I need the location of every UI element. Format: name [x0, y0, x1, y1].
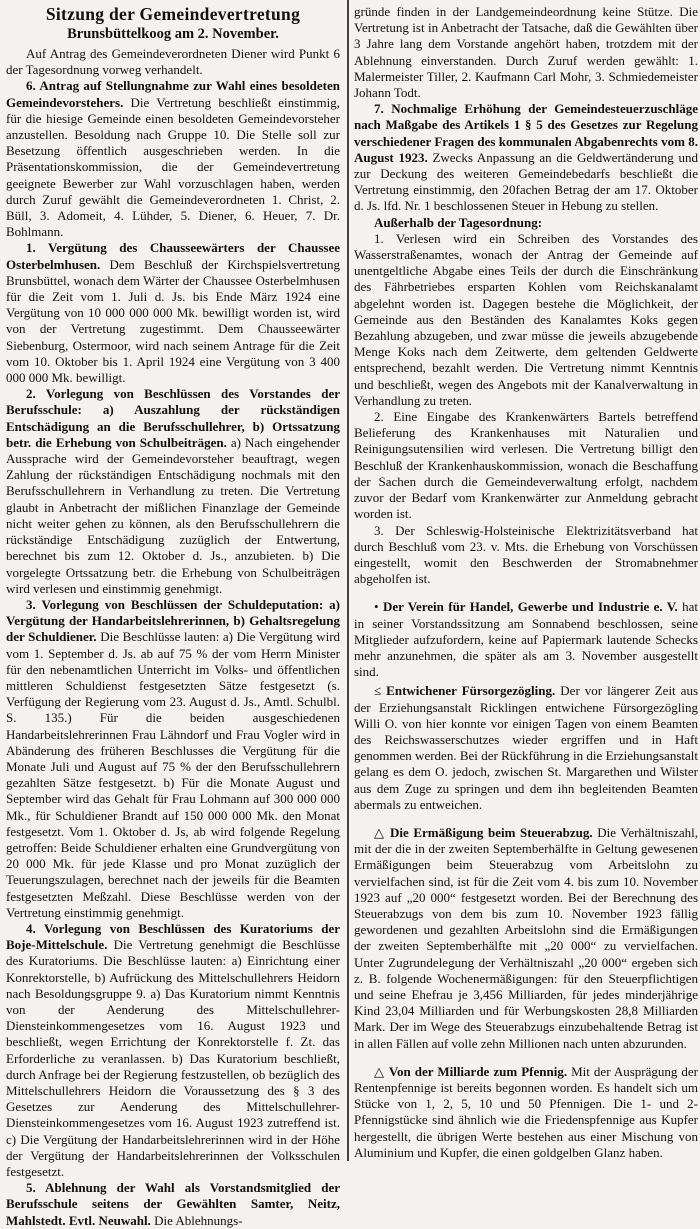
- news-paragraph: [354, 825, 698, 1052]
- agenda-item-7: [354, 101, 698, 214]
- news-text: hat in seiner Vorstandssitzung am Sonnabend beschlossen, seine Mitglieder aufzufordern, keine auf Papiermark lautende Schecks mehr anzunehmen, die später als am 3. November ausgestellt sind.: [354, 599, 699, 680]
- news-paragraph: [354, 1064, 698, 1161]
- article-subtitle: Brunsbüttelkoog am 2. November.: [67, 26, 279, 42]
- agenda-item-4: [6, 921, 340, 1180]
- news-heading: Der Verein für Handel, Gewerbe und Industrie e. V.: [382, 599, 678, 615]
- paragraph: gründe finden in der Landgemeindeordnung keine Stütze. Die Vertretung ist in Anbetracht der Tatsache, daß die Gewählten über 3 Jahre lang dem Vorstande angehört haben, trotzdem mit der Ablehnung einverstanden. Durch Zuruf werden gewählt: 1. Malermeister Tiller, 2. Kaufmann Carl Mohr, 3. Schmiedemeister Johann Todt.: [354, 4, 698, 101]
- agenda-text: Die Beschlüsse lauten: a) Die Vergütung wird vom 1. September d. Js. ab auf 75 % der vom Herrn Minister für den nebenamtlichen Unterricht im Volks- und öffentlichen mittleren Schuldienst festgesetzten Sätze festgesetzt (s. Verfügung der Regierung vom 23. August d. Js., Amtl. Schulbl. S. 135.) Für die beiden ausgeschiedenen Handarbeitslehrerinnen Frau Lähndorf und Frau Vogler wird in Abänderung des früheren Beschlusses die Vergütung für die Monate Juli und August auf 75 % der den Berufsschullehrern gezahlten Sätze festgesetzt. b) Für die Monate August und September wird das Gehalt für Frau Lohmann auf 300 000 000 Mk., für Schuldiener Brandt auf 150 000 000 Mk. den Monat festgesetzt. Vom 1. Oktober d. Js, ab wird folgende Regelung getroffen: Beide Schuldiener erhalten eine Grundvergütung von 20 000 Mk. für jede Klasse und pro Monat zuzüglich der Teuerungszulagen, berechnet nach der jeweils für die Beamten festgesetzten Meßzahl. Diese Beschlüsse werden von der Vertretung einstimmig genehmigt.: [6, 629, 341, 920]
- agenda-text: Dem Beschluß der Kirchspielsvertretung Brunsbüttel, wonach dem Wärter der Chaussee Osterbelmhusen für die Zeit vom 1. Juli d. Js. bis Ende März 1924 eine Vergütung von 10 000 000 000 Mk. bewilligt worden ist, wird von der Vertretung zugestimmt. Dem Chausseewärter Siebenburg, Ostermoor, wird nach seinem Antrage für die Zeit vom 10. Oktober bis 1. April 1924 eine Vergütung von 3 400 000 000 Mk. bewilligt.: [6, 256, 340, 386]
- news-heading: Die Ermäßigung beim Steuerabzug.: [389, 824, 593, 840]
- news-heading: Entwichener Fürsorgezögling.: [386, 683, 556, 699]
- triangle-icon: △: [374, 1063, 385, 1079]
- angle-mark-icon: ≤: [374, 683, 382, 699]
- agenda-item-3: [6, 597, 340, 921]
- left-column: [6, 0, 340, 1229]
- extra-item-3: 3. Der Schleswig-Holsteinische Elektrizitätsverband hat durch Beschluß vom 23. v. Mts. die Erhebung von Vorschüssen eingestellt, womit den Beschwerden der Stromabnehmer abgeholfen ist.: [354, 522, 698, 587]
- news-item-pfennig: [354, 1064, 698, 1161]
- agenda-heading: 7. Nochmalige Erhöhung der Gemeindesteuerzuschläge nach Maßgabe des Artikels 1 § 5 des Gesetzes zur Regelung verschiedener Fragen des kommunalen Abgabenrechts vom 8. August 1923.: [354, 101, 698, 165]
- agenda-heading: 1. Vergütung des Chausseewärters der Chaussee Osterbelmhusen.: [6, 240, 340, 272]
- agenda-item-5: [6, 1180, 340, 1229]
- news-heading: Von der Milliarde zum Pfennig.: [388, 1063, 568, 1079]
- news-item-steuerabzug: [354, 825, 698, 1052]
- agenda-text: a) Nach eingehender Aussprache wird der Gemeindevorsteher beauftragt, wegen Zahlung der rückständigen Entschädigung nochmals mit den Berufsschullehrern in Verhandlung zu treten. Die Vertretung glaubt in Anbetracht der mißlichen Finanzlage der Gemeinde nicht weiter gehen zu können, als den Berufsschullehrern die rückständige Entschädigung zuzüglich der Entwertung, berechnet bis zum 12. Oktober d. Js., anzubieten. b) Die vorgelegte Ortssatzung betr. die Erhebung von Schulbeiträgen wird verlesen und einstimmig genehmigt.: [6, 434, 340, 596]
- news-text: Die Verhältniszahl, mit der die in der zweiten Septemberhälfte in Geltung gewesenen Ermäßigungen beim Steuerabzug vom Arbeitslohn zu vervielfachen sind, ist für die Zeit vom 4. bis zum 10. November 1923 auf „20 000“ festgesetzt worden. Bei der Berechnung des Steuerabzugs von dem bis zum 10. November 1923 fällig gewordenen und gezahlten Arbeitslohn sind die Ermäßigungen der zweiten Septemberhälfte mit „20 000“ zu vervielfachen. Unter Zugrundelegung der Verhältniszahl „20 000“ ergeben sich z. B. folgende Wochenermäßigungen: für den Steuerpflichtigen und seine Ehefrau je 3,456 Milliarden, für jedes minderjährige Kind 23,04 Milliarden und für Werbungskosten 28,8 Milliarden Mark. Der im Wege des Steuerabzugs einzubehaltende Betrag ist in allen Fällen auf volle zehn Millionen nach unten abzurunden.: [354, 824, 699, 1051]
- agenda-item-1: [6, 240, 340, 386]
- article-title: Sitzung der Gemeindevertretung: [45, 4, 301, 24]
- agenda-heading: 6. Antrag auf Stellungnahme zur Wahl eines besoldeten Gemeindevorstehers.: [6, 78, 340, 110]
- news-item-verein: [354, 599, 698, 680]
- extra-item-2: 2. Eine Eingabe des Krankenwärters Bartels betreffend Belieferung des Krankenhauses mit Naturalien und Reinigungsutensilien wird verlesen. Die Vertretung billigt den Beschluß der Krankenhauskommission, wonach die Beschaffung der Sachen durch die Gemeindeverwaltung erfolgt, nachdem zuvor der Bedarf vom Krankenwärter zur Anmeldung gebracht worden ist.: [354, 409, 698, 522]
- triangle-icon: △: [374, 824, 386, 840]
- agenda-item-2: [6, 386, 340, 597]
- agenda-heading: 5. Ablehnung der Wahl als Vorstandsmitglied der Berufsschule seitens der Gewählten Samter, Neitz, Mahlstedt. Evtl. Neuwahl.: [6, 1180, 340, 1228]
- paragraph: Auf Antrag des Gemeindeverordneten Diener wird Punkt 6 der Tagesordnung vorweg verhandelt.: [6, 46, 340, 78]
- agenda-item-6: [6, 78, 340, 240]
- news-paragraph: [354, 683, 698, 813]
- session-continuation: [354, 4, 698, 587]
- agenda-heading: 3. Vorlegung von Beschlüssen der Schuldeputation: a) Vergütung der Handarbeitslehrerinnen, b) Gehaltsregelung der Schuldiener.: [6, 596, 340, 645]
- news-text: Mit der Ausprägung der Rentenpfennige ist bereits begonnen worden. Es handelt sich um Stücke von 1, 2, 5, 10 und 50 Pfennigen. Die 1- und 2-Pfennigstücke sind ähnlich wie die Friedenspfennige aus Kupfer hergestellt, die übrigen Werte bestehen aus einer Mischung von Aluminium und Kupfer, die einen goldgelben Glanz haben.: [354, 1063, 699, 1160]
- section-heading: Außerhalb der Tagesordnung:: [374, 214, 543, 230]
- agenda-heading: 2. Vorlegung von Beschlüssen des Vorstandes der Berufsschule: a) Auszahlung der rückständigen Entschädigung an die Berufsschullehrer, b) Ortssatzung betr. die Erhebung von Schulbeiträgen.: [6, 386, 340, 450]
- agenda-text: Die Vertretung genehmigt die Beschlüsse des Kuratoriums. Die Beschlüsse lauten: a) Einrichtung einer Konrektorstelle, b) Aufrückung des Mittelschullehrers Heidorn nach Besoldungsgruppe 9. a) Das Kuratorium nimmt Kenntnis von der Aenderung des Mittelschullehrer-Diensteinkommengesetzes vom 16. August 1923 und beschließt, wegen Errichtung der Konrektorstelle f. Zt. das Erforderliche zu veranlassen. b) Das Kuratorium beschließt, durch Anfrage bei der Regierung festzustellen, ob bezüglich des Mittelschullehrers Heidorn die Voraussetzung des § 3 des Gesetzes zur Aenderung des Mittelschullehrer-Diensteinkommengesetzes vom 16. August 1923 zutreffend ist. c) Die Vergütung der Handarbeitslehrerinnen wird in der Höhe der Vergütung der Handarbeitslehrerinnen der Volksschulen festgesetzt.: [6, 937, 340, 1180]
- agenda-heading: 4. Vorlegung von Beschlüssen des Kuratoriums der Boje-Mittelschule.: [6, 920, 340, 953]
- news-item-fuersorgezoegling: [354, 683, 698, 813]
- news-text: Der vor längerer Zeit aus der Erziehungsanstalt Ricklingen entwichene Fürsorgezögling Willi O. von hier konnte vor einigen Tagen von einem Beamten des Reichswasserschutzes wieder ergriffen und in Haft genommen werden. Bei der Rückführung in die Erziehungsanstalt gelang es dem O. jedoch, zwischen St. Margarethen und Wilster aus dem Zuge zu springen und dem ihn begleitenden Beamten abermals zu entweichen.: [354, 683, 699, 812]
- right-column: [347, 0, 698, 1161]
- agenda-text: Zwecks Anpassung an die Geldwertänderung und zur Deckung des weiteren Gemeindebedarfs beschließt die Vertretung einstimmig, den 20fachen Betrag der am 17. Oktober d. Js. lfd. Nr. 1 beschlossenen Steuer in Hebung zu stellen.: [354, 149, 698, 214]
- news-paragraph: [354, 599, 698, 680]
- bullet-icon: •: [374, 599, 379, 615]
- agenda-text: Die Ablehnungs-: [154, 1212, 243, 1228]
- extra-item-1: 1. Verlesen wird ein Schreiben des Vorstandes des Wasserstraßenamtes, wonach der Antrag der Gemeinde auf unentgeltliche Abgabe eines Teils der durch die Einschränkung des Fährbetriebes ersparten Kohlen vom Reichskanalamt abgelehnt worden ist. Dagegen bestehe die Möglichkeit, der Gemeinde aus den Beständen des Kanalamtes Koks gegen Bezahlung abzugeben, und zwar müsse die jeweils abzugebende Menge Koks nach dem Zeitwerte, dem geltenden Geldwerte entsprechend, bezahlt werden. Die Vertretung nimmt Kenntnis und beschließt, wegen des Angebots mit der Kanalverwaltung in Verhandlung zu treten.: [354, 230, 698, 408]
- agenda-text: Die Vertretung beschließt einstimmig, für die hiesige Gemeinde einen besoldeten Gemeindevorsteher anzustellen. Besoldung nach Gruppe 10. Die Stelle soll zur Besetzung öffentlich ausgeschrieben werden. In die Präsentationskommission, die der Gemeindevertretung geeignete Bewerber zur Wahl vorzuschlagen haben, werden durch Zuruf gewählt die Gemeindeverordneten 1. Christ, 2. Büll, 3. Adomeit, 4. Lühder, 5. Diener, 6. Heuer, 7. Dr. Bohlmann.: [6, 94, 341, 240]
